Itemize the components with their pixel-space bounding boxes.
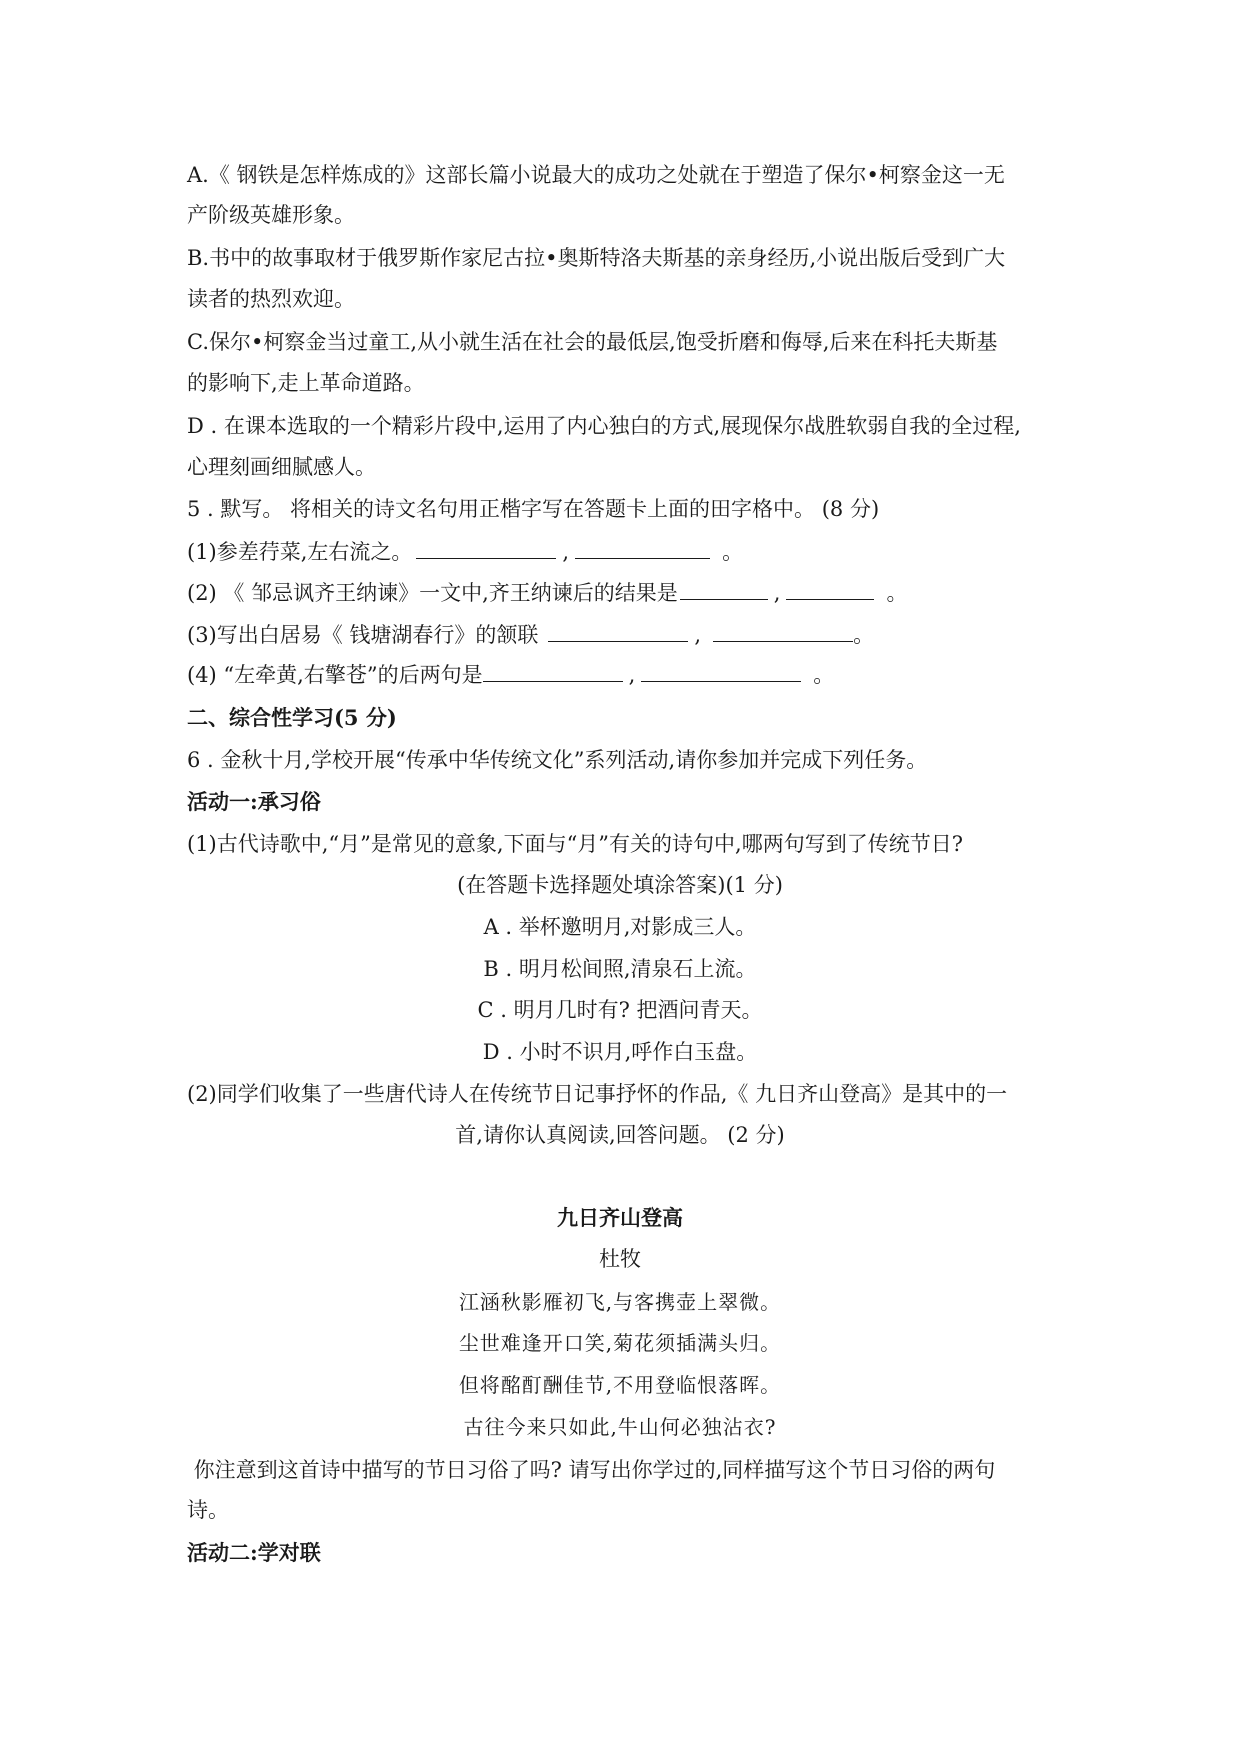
choice-c: C . 明月几时有? 把酒问青天。 — [477, 998, 763, 1022]
section-heading: 二、综合性学习(5 分) — [187, 705, 397, 730]
sub2-line2: 首,请你认真阅读,回答问题。 (2 分) — [455, 1123, 785, 1147]
choice-a: A . 举杯邀明月,对影成三人。 — [483, 915, 757, 939]
poem-title: 九日齐山登高 — [557, 1205, 683, 1230]
option-c-line2: 的影响下,走上革命道路。 — [187, 371, 425, 395]
comma: , — [628, 663, 636, 687]
period: 。 — [722, 540, 744, 564]
answer-blank[interactable] — [680, 579, 768, 600]
q5-stem: 5 . 默写。 将相关的诗文名句用正楷字写在答题卡上面的田字格中。 (8 分) — [187, 497, 880, 521]
q6-stem: 6 . 金秋十月,学校开展“传承中华传统文化”系列活动,请你参加并完成下列任务。 — [187, 748, 928, 772]
option-a-line1: A.《 钢铁是怎样炼成的》这部长篇小说最大的成功之处就在于塑造了保尔•柯察金这一无 — [187, 163, 1005, 187]
q5-item1 — [187, 537, 743, 567]
poem-line: 尘世难逢开口笑,菊花须插满头归。 — [458, 1331, 782, 1355]
answer-blank[interactable] — [641, 661, 801, 682]
poem-author: 杜牧 — [599, 1247, 641, 1271]
answer-blank[interactable] — [575, 538, 710, 559]
poem-line: 江涵秋影雁初飞,与客携壶上翠微。 — [458, 1290, 782, 1314]
comma: , — [773, 581, 781, 605]
answer-blank[interactable] — [416, 538, 556, 559]
q5-item3-prefix: (3)写出白居易《 钱塘湖春行》的颔联 — [187, 623, 539, 647]
sub1-line1: (1)古代诗歌中,“月”是常见的意象,下面与“月”有关的诗句中,哪两句写到了传统节日? — [187, 832, 963, 856]
option-b-line2: 读者的热烈欢迎。 — [187, 287, 355, 311]
comma: , — [562, 540, 570, 564]
comma: , — [694, 623, 702, 647]
period: 。 — [813, 663, 835, 687]
period: 。 — [853, 623, 875, 647]
choice-d: D . 小时不识月,呼作白玉盘。 — [482, 1040, 758, 1064]
option-b-line1: B.书中的故事取材于俄罗斯作家尼古拉•奥斯特洛夫斯基的亲身经历,小说出版后受到广大 — [187, 246, 1006, 270]
q5-item4 — [187, 660, 834, 690]
q5-item1-prefix: (1)参差荇菜,左右流之。 — [187, 540, 413, 564]
period: 。 — [886, 581, 908, 605]
q5-item3 — [187, 620, 874, 650]
choice-b: B . 明月松间照,清泉石上流。 — [483, 957, 757, 981]
q5-item2 — [187, 578, 907, 608]
q5-item2-prefix: (2) 《 邹忌讽齐王纳谏》一文中,齐王纳谏后的结果是 — [187, 581, 678, 605]
option-d-line1: D . 在课本选取的一个精彩片段中,运用了内心独白的方式,展现保尔战胜软弱自我的全过程, — [187, 414, 1021, 438]
question-line1: 你注意到这首诗中描写的节日习俗了吗? 请写出你学过的,同样描写这个节日习俗的两句 — [187, 1458, 996, 1482]
q5-item4-prefix: (4) “左牵黄,右擎苍”的后两句是 — [187, 663, 483, 687]
answer-blank[interactable] — [483, 661, 623, 682]
activity2-heading: 活动二:学对联 — [187, 1540, 321, 1565]
activity1-heading: 活动一:承习俗 — [187, 789, 321, 814]
answer-blank[interactable] — [786, 579, 874, 600]
answer-blank[interactable] — [548, 621, 688, 642]
answer-blank[interactable] — [713, 621, 853, 642]
option-a-line2: 产阶级英雄形象。 — [187, 203, 355, 227]
sub1-line2: (在答题卡选择题处填涂答案)(1 分) — [457, 873, 783, 897]
poem-line: 古往今来只如此,牛山何必独沾衣? — [463, 1415, 777, 1439]
poem-line: 但将酩酊酬佳节,不用登临恨落晖。 — [458, 1373, 782, 1397]
sub2-line1: (2)同学们收集了一些唐代诗人在传统节日记事抒怀的作品,《 九日齐山登高》是其中的一 — [187, 1082, 1008, 1106]
question-line2: 诗。 — [187, 1498, 229, 1522]
option-d-line2: 心理刻画细腻感人。 — [187, 455, 376, 479]
option-c-line1: C.保尔•柯察金当过童工,从小就生活在社会的最低层,饱受折磨和侮辱,后来在科托夫斯基 — [187, 330, 998, 354]
